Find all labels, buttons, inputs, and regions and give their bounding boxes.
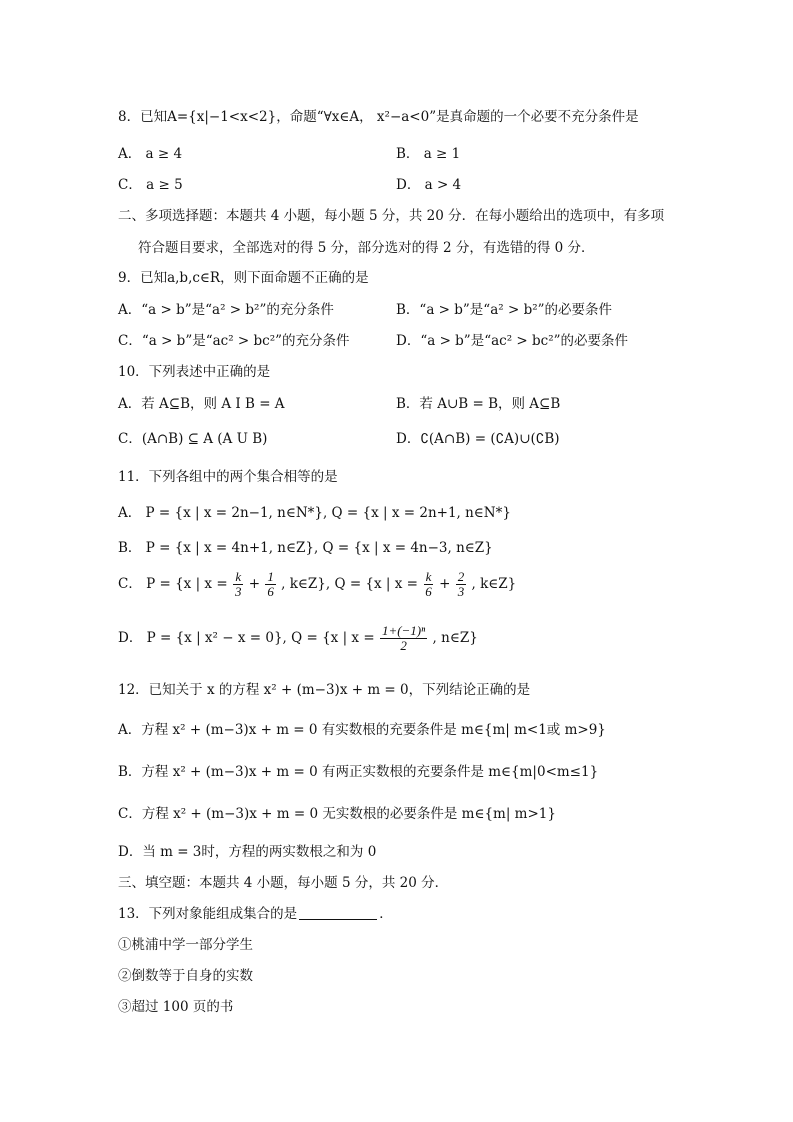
q13-stem: [118, 905, 393, 923]
q12-option-b: B．方程 x² + (m−3)x + m = 0 有两正实数根的充要条件是 m∈{m|0<m≤1}: [118, 764, 599, 780]
q13-item-2: ②倒数等于自身的实数: [118, 968, 253, 984]
numerator: 1+(−1)ⁿ: [381, 623, 426, 638]
q11-c-fraction-4: [456, 570, 467, 599]
q10-option-d: D．∁(A∩B) = (∁A)∪(∁B): [396, 431, 560, 447]
q13-item-1: ①桃浦中学一部分学生: [118, 937, 253, 953]
q11-c-fraction-3: [423, 570, 434, 599]
q9-option-d: D．“a > b”是“ac² > bc²”的必要条件: [396, 333, 629, 349]
q11-c-fraction-2: [265, 570, 276, 599]
numerator: 2: [457, 569, 465, 584]
q12-stem: 12．已知关于 x 的方程 x² + (m−3)x + m = 0，下列结论正确的是: [118, 682, 531, 698]
denominator: 6: [425, 584, 432, 599]
q9-option-b: B．“a > b”是“a² > b²”的必要条件: [396, 302, 613, 318]
section2-heading-cont: 符合题目要求，全部选对的得 5 分，部分选对的得 2 分，有选错的得 0 分．: [138, 240, 595, 256]
plus-sign: +: [439, 576, 451, 592]
q10-option-a: A．若 A⊆B，则 A I B = A: [118, 396, 285, 412]
plus-sign: +: [248, 576, 261, 592]
denominator: 3: [234, 584, 242, 599]
q13-stem-text: 13．下列对象能组成集合的是: [118, 906, 298, 922]
q8-stem: 8．已知A={x|−1<x<2}，命题“∀x∈A， x²−a<0”是真命题的一个必要不充分条件是: [118, 109, 639, 125]
q11-option-a: A． P = {x | x = 2n−1, n∈N*}, Q = {x | x = 2n+1, n∈N*}: [118, 505, 511, 521]
q11-c-middle: , k∈Z}, Q = {x | x =: [281, 576, 418, 592]
answer-blank: [299, 906, 377, 920]
q10-option-b: B．若 A∪B = B，则 A⊆B: [396, 396, 561, 412]
q8-option-b: B． a ≥ 1: [396, 146, 461, 162]
q11-d-prefix: D． P = {x | x² − x = 0}, Q = {x | x =: [118, 630, 375, 646]
section3-heading: 三、填空题：本题共 4 小题，每小题 5 分，共 20 分．: [118, 875, 449, 891]
section2-heading: 二、多项选择题：本题共 4 小题，每小题 5 分，共 20 分．在每小题给出的选项中，有多项: [118, 208, 665, 224]
denominator: 6: [267, 584, 274, 599]
q11-c-prefix: C． P = {x | x =: [118, 576, 228, 592]
numerator: k: [235, 569, 242, 584]
numerator: 1: [267, 569, 274, 584]
q9-option-a: A．“a > b”是“a² > b²”的充分条件: [118, 302, 334, 318]
q11-option-b: B． P = {x | x = 4n+1, n∈Z}, Q = {x | x = 4n−3, n∈Z}: [118, 540, 493, 556]
q10-option-c: C．(A∩B) ⊆ A (A U B): [118, 431, 268, 447]
q11-stem: 11．下列各组中的两个集合相等的是: [118, 469, 338, 485]
q9-stem: 9．已知a,b,c∈R，则下面命题不正确的是: [118, 270, 369, 286]
numerator: k: [425, 569, 432, 584]
q9-option-c: C．“a > b”是“ac² > bc²”的充分条件: [118, 333, 350, 349]
q11-c-suffix: , k∈Z}: [471, 576, 517, 592]
q11-d-fraction: [380, 624, 427, 653]
q11-d-suffix: , n∈Z}: [432, 630, 478, 646]
q10-stem: 10．下列表述中正确的是: [118, 364, 271, 380]
q11-option-d: [118, 620, 478, 656]
q12-option-d: D．当 m = 3时，方程的两实数根之和为 0: [118, 844, 377, 860]
denominator: 2: [400, 638, 407, 653]
q12-option-c: C．方程 x² + (m−3)x + m = 0 无实数根的必要条件是 m∈{m| m>1}: [118, 806, 556, 822]
q11-c-fraction-1: [233, 570, 244, 599]
q13-stem-end: ．: [379, 906, 393, 922]
q8-option-d: D． a > 4: [396, 177, 462, 193]
q8-option-c: C． a ≥ 5: [118, 177, 183, 193]
q11-option-c: [118, 567, 516, 601]
q8-option-a: A． a ≥ 4: [118, 146, 183, 162]
q12-option-a: A．方程 x² + (m−3)x + m = 0 有实数根的充要条件是 m∈{m| m<1或 m>9}: [118, 722, 606, 738]
denominator: 3: [457, 584, 465, 599]
q13-item-3: ③超过 100 页的书: [118, 999, 234, 1015]
